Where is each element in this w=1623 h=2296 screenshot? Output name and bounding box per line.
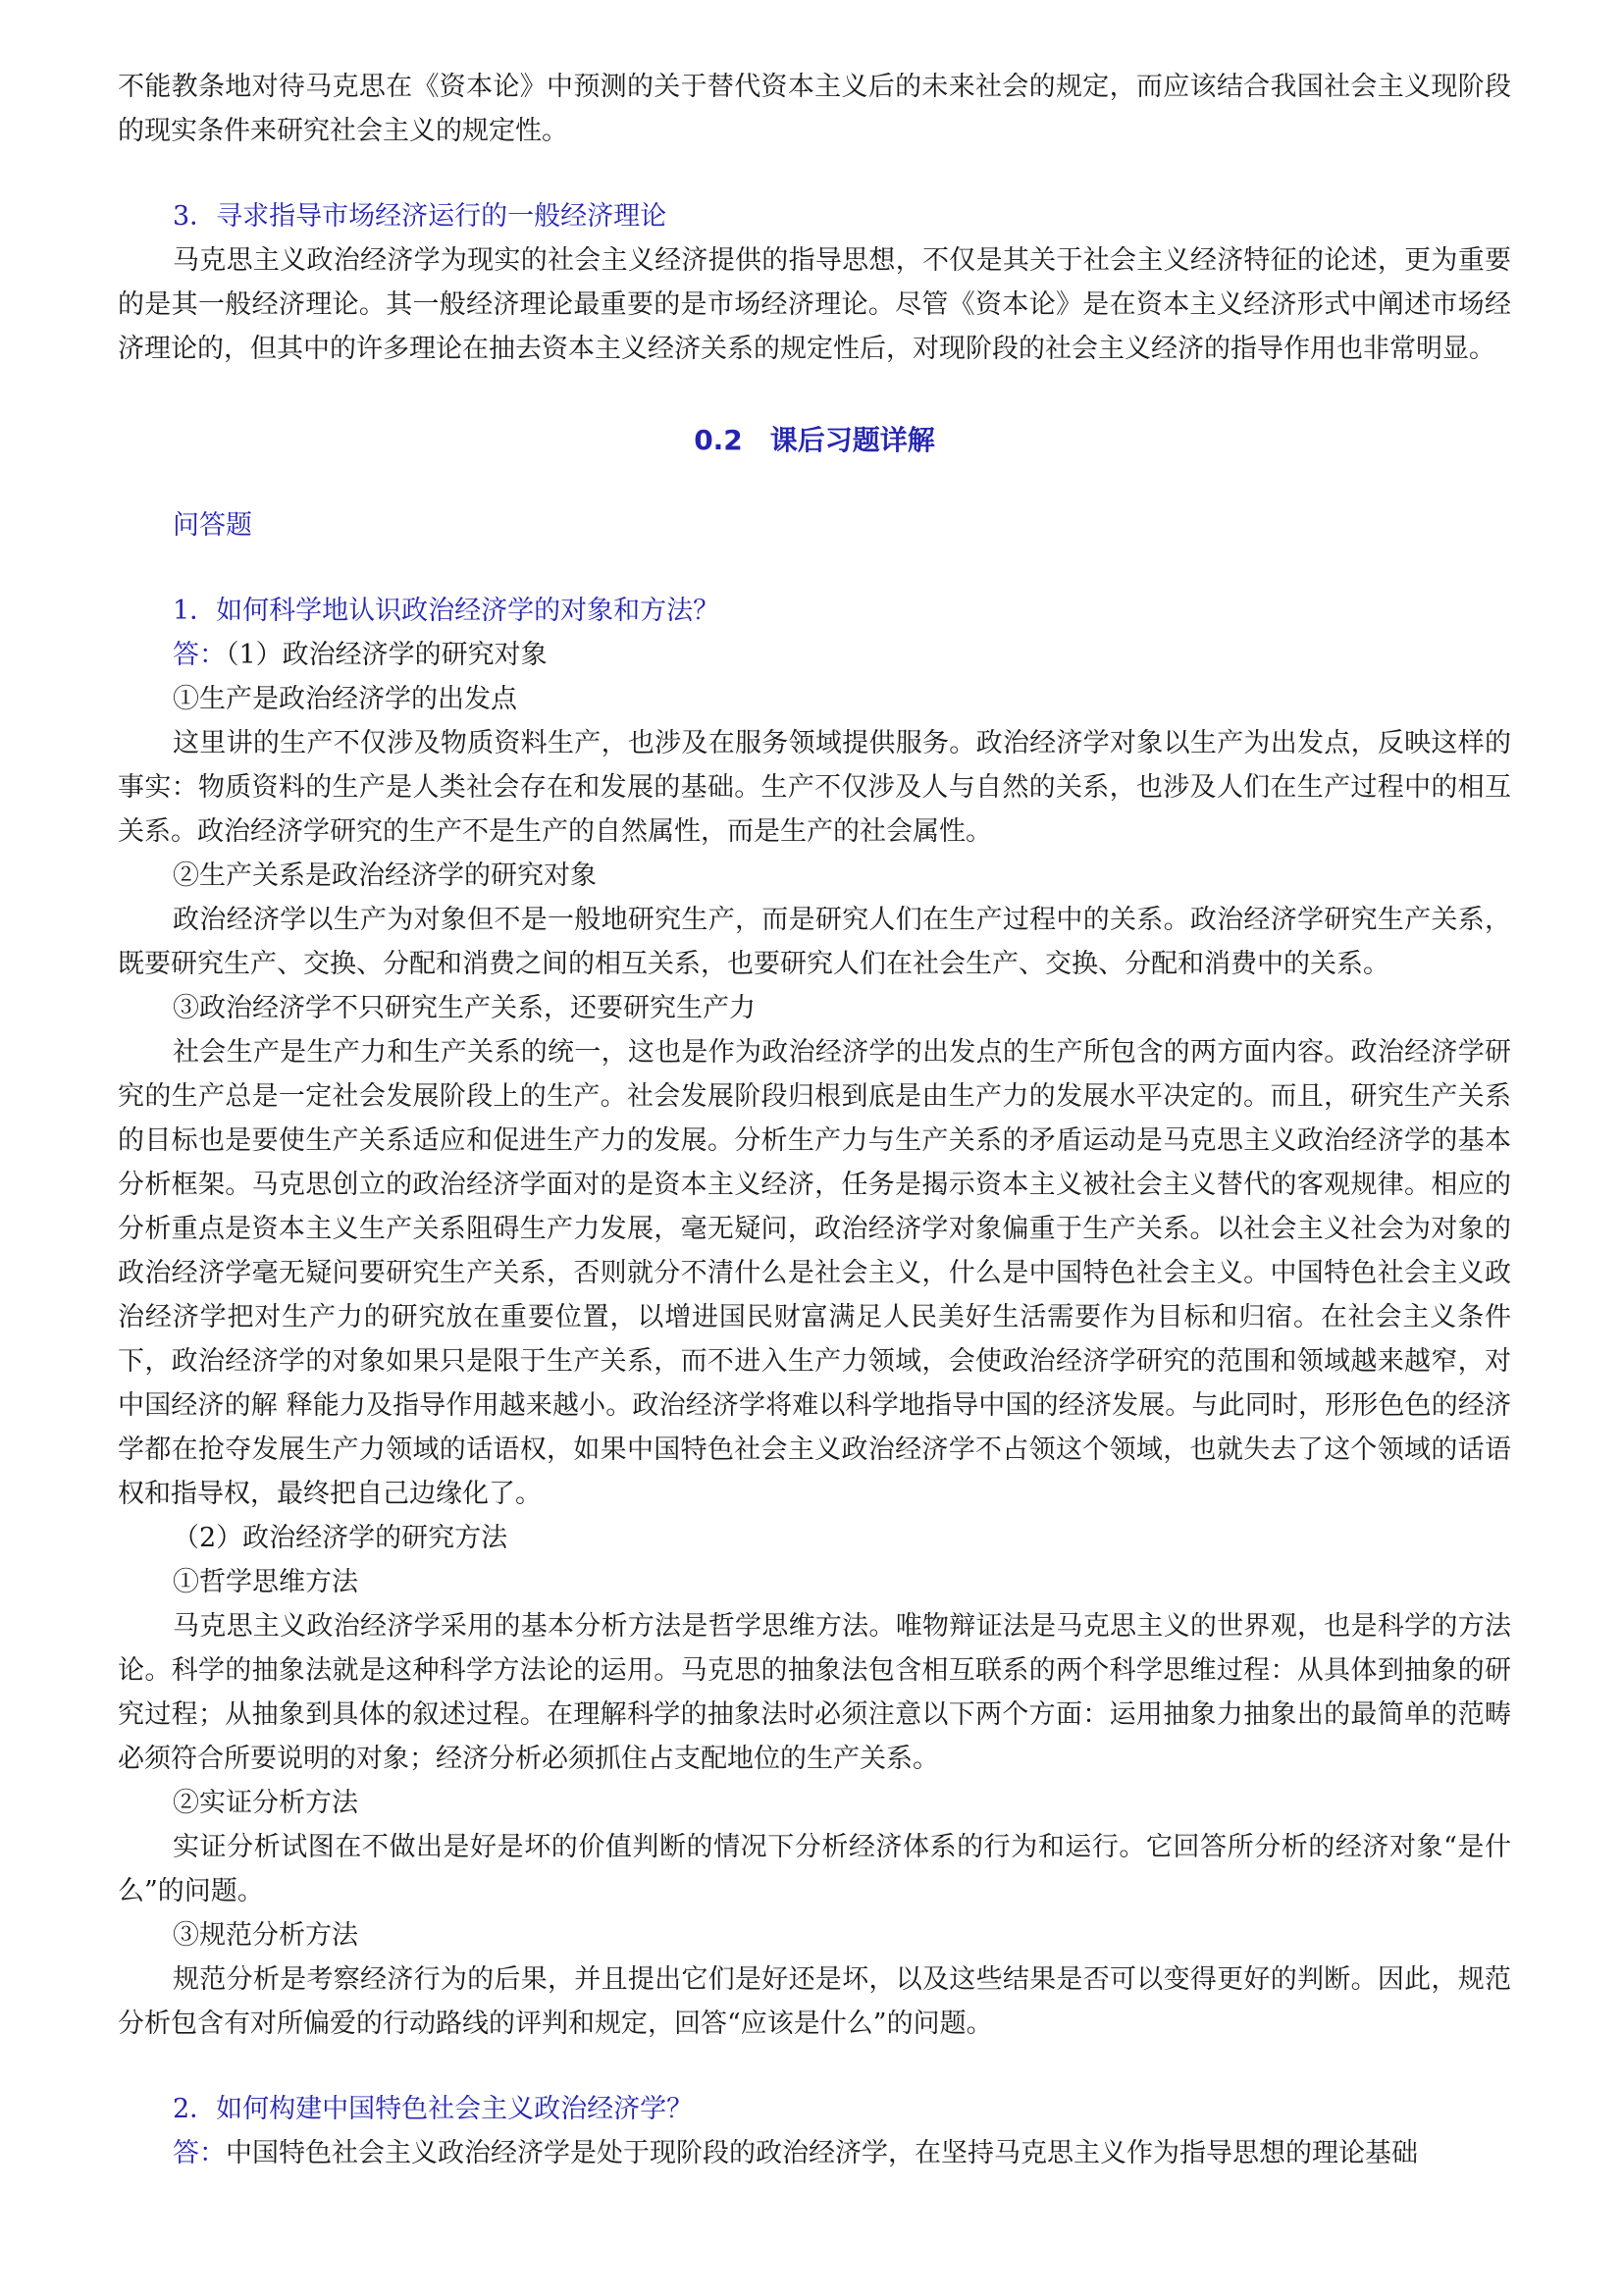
question-2: 2．如何构建中国特色社会主义政治经济学？ [173,2094,694,2124]
item3-body: 社会生产是生产力和生产关系的统一，这也是作为政治经济学的出发点的生产所包含的两方面内容。政治经济学研究的生产总是一定社会发展阶段上的生产。社会发展阶段归根到底是由生产力的发展水平决定的。而且，研究生产关系的目标也是要使生产关系适应和促进生产力的发展。分析生产力与生产关系的矛盾运动是马克思主义政治经济学的基本分析框架。马克思创立的政治经济学面对的是资本主义经济，任务是揭示资本主义被社会主义替代的客观规律。相应的分析重点是资本主义生产关系阻碍生产力发展，毫无疑问，政治经济学对象偏重于生产关系。以社会主义社会为对象的政治经济学毫无疑问要研究生产关系，否则就分不清什么是社会主义，什么是中国特色社会主义。中国特色社会主义政治经济学把对生产力的研究放在重要位置，以增进国民财富满足人民美好生活需要作为目标和归宿。在社会主义条件下，政治经济学的对象如果只是限于生产关系，而不进入生产力领域，会使政治经济学研究的范围和领域越来越窄，对中国经济的解 释能力及指导作用越来越小。政治经济学将难以科学地指导中国的经济发展。与此同时，形形色色的经济学都在抢夺发展生产力领域的话语权，如果中国特色社会主义政治经济学不占领这个领域，也就失去了这个领域的话语权和指导权，最终把自己边缘化了。 [118,1037,1511,1509]
method2-body: 实证分析试图在不做出是好是坏的价值判断的情况下分析经济体系的行为和运行。它回答所分析的经济对象“是什么”的问题。 [118,1832,1511,1906]
question-1: 1．如何科学地认识政治经济学的对象和方法？ [173,596,720,626]
method1-body: 马克思主义政治经济学采用的基本分析方法是哲学思维方法。唯物辩证法是马克思主义的世界观，也是科学的方法论。科学的抽象法就是这种科学方法论的运用。马克思的抽象法包含相互联系的两个科学思维过程：从具体到抽象的研究过程；从抽象到具体的叙述过程。在理解科学的抽象法时必须注意以下两个方面：运用抽象力抽象出的最简单的范畴必须符合所要说明的对象；经济分析必须抓住占支配地位的生产关系。 [118,1611,1511,1774]
method3-body: 规范分析是考察经济行为的后果，并且提出它们是好还是坏，以及这些结果是否可以变得更好的判断。因此，规范分析包含有对所偏爱的行动路线的评判和规定，回答“应该是什么”的问题。 [118,1964,1511,2039]
document-body [118,65,1511,2175]
method2-heading: ②实证分析方法 [173,1788,358,1818]
answer-2 [118,2131,1511,2175]
answer-1-intro [118,633,1511,677]
part2-heading: （2）政治经济学的研究方法 [173,1523,508,1553]
item2-heading: ②生产关系是政治经济学的研究对象 [173,861,597,891]
question-category: 问答题 [173,510,252,541]
answer-1-part1-heading: （1）政治经济学的研究对象 [226,640,548,670]
intro-paragraph: 不能教条地对待马克思在《资本论》中预测的关于替代资本主义后的未来社会的规定，而应该结合我国社会主义现阶段的现实条件来研究社会主义的规定性。 [118,72,1511,146]
item1-body: 这里讲的生产不仅涉及物质资料生产，也涉及在服务领域提供服务。政治经济学对象以生产为出发点，反映这样的事实：物质资料的生产是人类社会存在和发展的基础。生产不仅涉及人与自然的关系，也涉及人们在生产过程中的相互关系。政治经济学研究的生产不是生产的自然属性，而是生产的社会属性。 [118,728,1511,847]
method3-heading: ③规范分析方法 [173,1920,358,1951]
answer-label: 答： [173,640,226,670]
point3-body: 马克思主义政治经济学为现实的社会主义经济提供的指导思想，不仅是其关于社会主义经济特征的论述，更为重要的是其一般经济理论。其一般经济理论最重要的是市场经济理论。尽管《资本论》是在资本主义经济形式中阐述市场经济理论的，但其中的许多理论在抽去资本主义经济关系的规定性后，对现阶段的社会主义经济的指导作用也非常明显。 [118,245,1511,364]
point3-heading: 3．寻求指导市场经济运行的一般经济理论 [173,201,667,232]
answer-label: 答： [173,2138,226,2168]
item1-heading: ①生产是政治经济学的出发点 [173,684,517,714]
answer-2-body: 中国特色社会主义政治经济学是处于现阶段的政治经济学，在坚持马克思主义作为指导思想的理论基础 [226,2138,1418,2168]
item2-body: 政治经济学以生产为对象但不是一般地研究生产，而是研究人们在生产过程中的关系。政治经济学研究生产关系，既要研究生产、交换、分配和消费之间的相互关系，也要研究人们在社会生产、交换、分配和消费中的关系。 [118,905,1511,979]
section-title: 0.2 课后习题详解 [694,424,935,456]
method1-heading: ①哲学思维方法 [173,1567,358,1597]
item3-heading: ③政治经济学不只研究生产关系，还要研究生产力 [173,993,756,1023]
